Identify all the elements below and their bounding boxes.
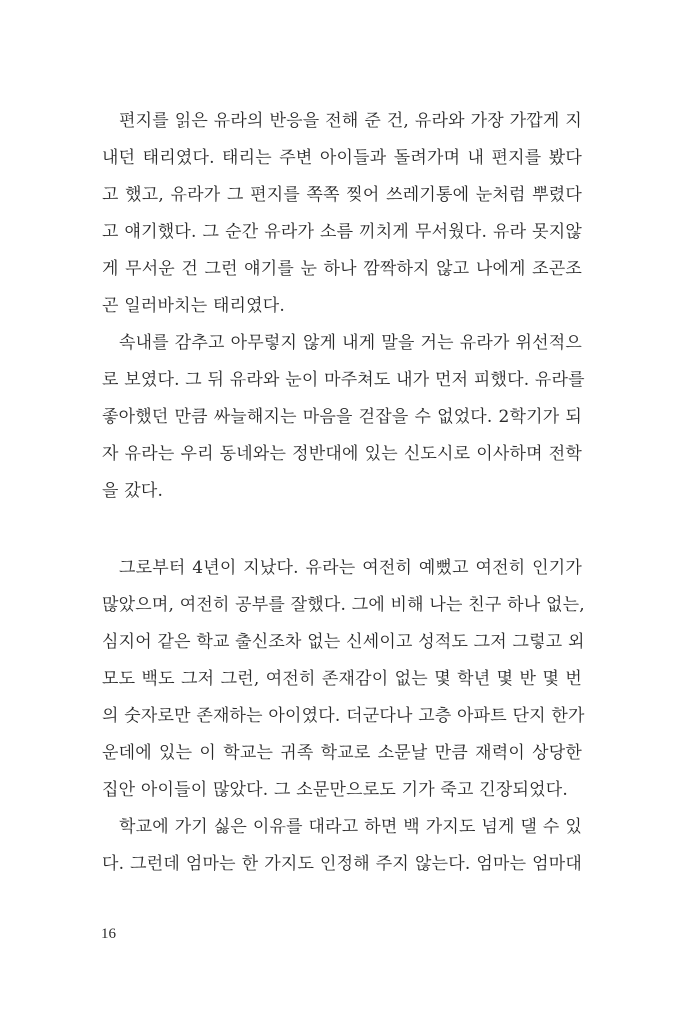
text-line: 로 보였다. 그 뒤 유라와 눈이 마주쳐도 내가 먼저 피했다. 유라를 xyxy=(102,370,585,390)
text-line: 운데에 있는 이 학교는 귀족 학교로 소문날 만큼 재력이 상당한 xyxy=(102,743,582,763)
text-line: 심지어 같은 학교 출신조차 없는 신세이고 성적도 그저 그렇고 외 xyxy=(102,632,585,652)
paragraph xyxy=(102,809,582,883)
section-1 xyxy=(102,103,585,510)
text-line: 모도 백도 그저 그런, 여전히 존재감이 없는 몇 학년 몇 반 몇 번 xyxy=(102,669,582,689)
text-line: 그로부터 4년이 지났다. 유라는 여전히 예뻤고 여전히 인기가 xyxy=(119,558,582,578)
text-line: 속내를 감추고 아무렇지 않게 내게 말을 거는 유라가 위선적으 xyxy=(119,333,582,353)
paragraph xyxy=(102,103,582,325)
section-2 xyxy=(102,550,585,883)
text-line: 좋아했던 만큼 싸늘해지는 마음을 걷잡을 수 없었다. 2학기가 되 xyxy=(102,407,582,427)
text-line: 편지를 읽은 유라의 반응을 전해 준 건, 유라와 가장 가깝게 지 xyxy=(119,111,582,131)
paragraph xyxy=(102,325,585,510)
text-line: 의 숫자로만 존재하는 아이였다. 더군다나 고층 아파트 단지 한가 xyxy=(102,706,585,726)
text-line: 을 갔다. xyxy=(102,481,164,501)
text-line: 곤 일러바치는 태리였다. xyxy=(102,296,286,316)
text-line: 다. 그런데 엄마는 한 가지도 인정해 주지 않는다. 엄마는 엄마대 xyxy=(102,854,582,874)
page-number: 16 xyxy=(101,926,116,942)
text-line: 자 유라는 우리 동네와는 정반대에 있는 신도시로 이사하며 전학 xyxy=(102,444,582,464)
text-line: 게 무서운 건 그런 얘기를 눈 하나 깜짝하지 않고 나에게 조곤조 xyxy=(102,259,582,279)
text-line: 많았으며, 여전히 공부를 잘했다. 그에 비해 나는 친구 하나 없는, xyxy=(102,595,585,615)
text-line: 고 얘기했다. 그 순간 유라가 소름 끼치게 무서웠다. 유라 못지않 xyxy=(102,222,582,242)
text-line: 학교에 가기 싫은 이유를 대라고 하면 백 가지도 넘게 댈 수 있 xyxy=(119,817,582,837)
text-line: 집안 아이들이 많았다. 그 소문만으로도 기가 죽고 긴장되었다. xyxy=(102,780,568,800)
text-line: 고 했고, 유라가 그 편지를 쪽쪽 찢어 쓰레기통에 눈처럼 뿌렸다 xyxy=(102,185,582,205)
paragraph xyxy=(102,550,585,809)
text-line: 내던 태리였다. 태리는 주변 아이들과 돌려가며 내 편지를 봤다 xyxy=(102,148,582,168)
